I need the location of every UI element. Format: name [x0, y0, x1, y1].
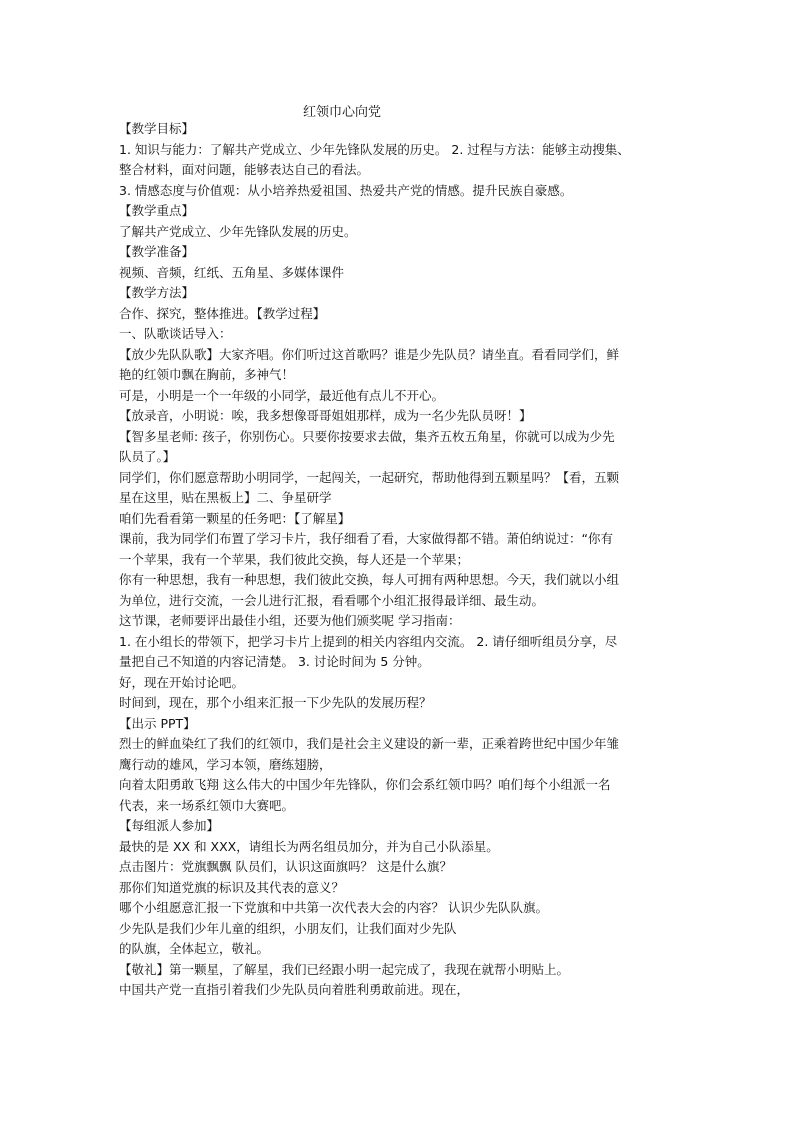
document-line: 代表，来一场系红领巾大赛吧。: [119, 797, 295, 813]
document-line: 视频、音频，红纸、五角星、多媒体课件: [119, 264, 345, 280]
document-line: 的队旗，全体起立，敬礼。: [119, 941, 270, 956]
document-line: 你有一种思想，我有一种思想，我们彼此交换，每人可拥有两种思想。今天，我们就以小组: [119, 572, 620, 587]
document-line: 点击图片：党旗飘飘 队员们，认识这面旗吗？ 这是什么旗？: [119, 859, 452, 874]
document-line: 这节课，老师要评出最佳小组，还要为他们颁奖呢 学习指南：: [119, 613, 461, 628]
document-line: 一个苹果，我有一个苹果，我们彼此交换，每人还是一个苹果；: [119, 551, 470, 567]
document-line: 可是，小明是一个一年级的小同学，最近他有点儿不开心。: [119, 387, 445, 403]
document-line: 1. 知识与能力：了解共产党成立、少年先锋队发展的历史。 2. 过程与方法：能够主动搜集、: [119, 141, 630, 157]
document-line: 一、队歌谈话导入：: [119, 326, 232, 341]
document-line: 【放少先队队歌】大家齐唱。你们听过这首歌吗？谁是少先队员？请坐直。看看同学们，鲜: [119, 346, 620, 362]
document-line: 合作、探究，整体推进。【教学过程】: [119, 305, 326, 321]
document-line: 同学们，你们愿意帮助小明同学，一起闯关，一起研究，帮助他得到五颗星吗？【看，五颗: [119, 469, 620, 485]
document-line: 那你们知道党旗的标识及其代表的意义？: [119, 879, 345, 895]
document-line: 【敬礼】第一颗星，了解星，我们已经跟小明一起完成了，我现在就帮小明贴上。: [119, 961, 570, 977]
document-line: 咱们先看看第一颗星的任务吧：【了解星】: [119, 510, 351, 526]
document-line: 【出示 PPT】: [119, 715, 196, 731]
document-line: 中国共产党一直指引着我们少先队员向着胜利勇敢前进。现在，: [119, 982, 470, 997]
document-line: 【教学目标】: [119, 121, 195, 136]
document-line: 烈士的鲜血染红了我们的红领巾，我们是社会主义建设的新一辈，正乘着跨世纪中国少年雏: [119, 736, 620, 751]
document-line: 少先队是我们少年儿童的组织，小朋友们，让我们面对少先队: [119, 920, 457, 936]
document-line: 为单位，进行交流，一会儿进行汇报，看看哪个小组汇报得最详细、最生动。: [119, 592, 545, 608]
document-line: 3. 情感态度与价值观：从小培养热爱祖国、热爱共产党的情感。提升民族自豪感。: [119, 182, 573, 198]
document-line: 课前，我为同学们布置了学习卡片，我仔细看了看，大家做得都不错。萧伯纳说过：“你有: [119, 531, 613, 546]
document-title: 红领巾心向党: [303, 105, 382, 120]
document-line: 【每组派人参加】: [119, 818, 220, 833]
document-line: 哪个小组愿意汇报一下党旗和中共第一次代表大会的内容？ 认识少先队队旗。: [119, 900, 548, 915]
document-line: 【放录音，小明说：唉，我多想像哥哥姐姐那样，成为一名少先队员呀！】: [119, 408, 532, 423]
document-line: 【教学准备】: [119, 244, 195, 259]
document-line: 【教学重点】: [119, 203, 195, 218]
document-line: 艳的红领巾飘在胸前，多神气！: [119, 367, 295, 382]
document-line: 向着太阳勇敢飞翔 这么伟大的中国少年先锋队，你们会系红领巾吗？咱们每个小组派一名: [119, 777, 611, 792]
document-line: 星在这里，贴在黑板上】二、争星研学: [119, 490, 332, 505]
document-line: 【教学方法】: [119, 285, 195, 300]
document-line: 鹰行动的雄风，学习本领，磨练翅膀，: [119, 756, 332, 772]
document-body: [119, 119, 687, 1001]
document-line: 1. 在小组长的带领下，把学习卡片上提到的相关内容组内交流。 2. 请仔细听组员分享，尽: [119, 633, 618, 649]
document-line: 队员了。】: [119, 449, 176, 464]
document-line: 了解共产党成立、少年先锋队发展的历史。: [119, 223, 357, 239]
document-line: 时间到，现在，那个小组来汇报一下少先队的发展历程？: [119, 695, 432, 710]
document-line: 量把自己不知道的内容记清楚。 3. 讨论时间为 5 分钟。: [119, 654, 430, 669]
document-line: 好，现在开始讨论吧。: [119, 674, 245, 690]
document-line: 【智多星老师: 孩子，你别伤心。只要你按要求去做，集齐五枚五角星，你就可以成为少先: [119, 428, 615, 444]
document-line: 整合材料，面对问题，能够表达自己的看法。: [119, 162, 370, 177]
document-line: 最快的是 XX 和 XXX，请组长为两名组员加分，并为自己小队添星。: [119, 838, 499, 854]
